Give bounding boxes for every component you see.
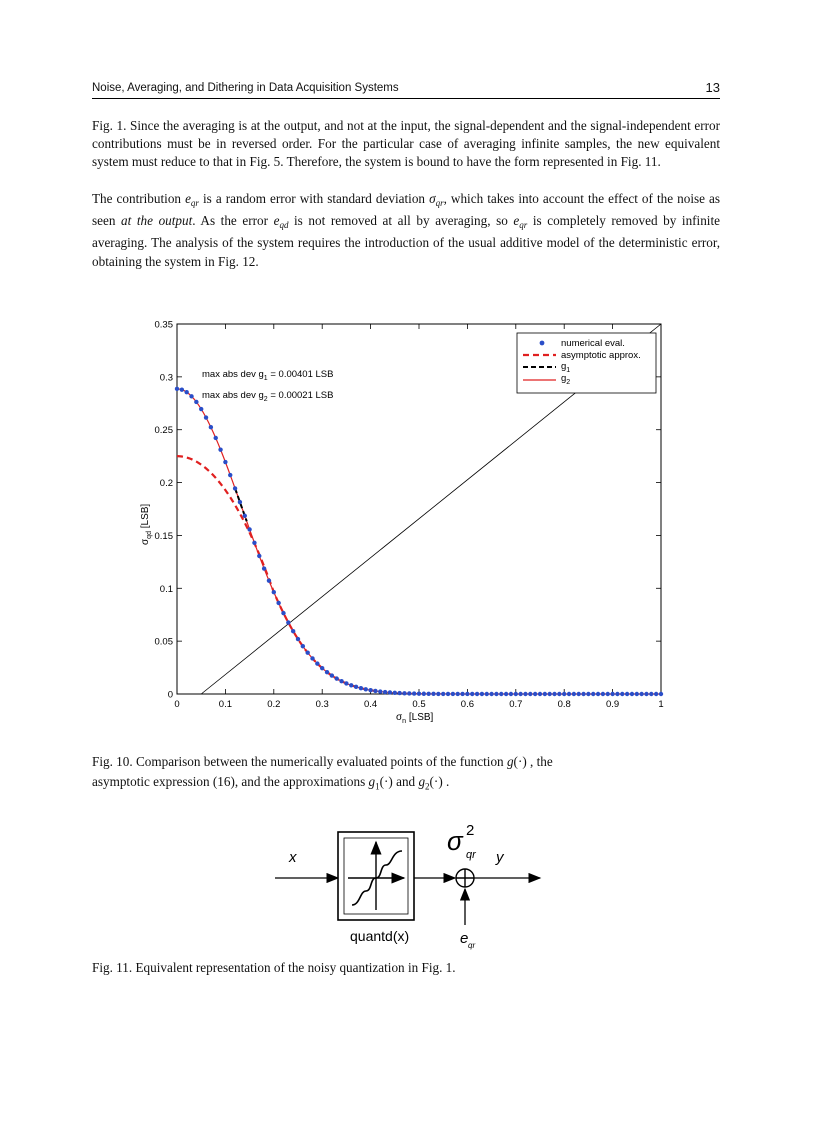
noise-label: e — [460, 930, 469, 947]
data-point — [310, 656, 314, 660]
data-point — [291, 629, 295, 633]
data-point — [441, 692, 445, 696]
data-point — [470, 692, 474, 696]
legend-label-asymptotic: asymptotic approx. — [561, 350, 641, 361]
data-point — [417, 691, 421, 695]
x-tick-label: 0.9 — [605, 699, 620, 710]
legend-label-g2: $g_2$ — [561, 373, 571, 386]
data-point — [189, 394, 193, 398]
data-point — [301, 644, 305, 648]
data-point — [228, 473, 232, 477]
data-point — [315, 661, 319, 665]
data-point — [349, 683, 353, 687]
data-point — [644, 692, 648, 696]
data-point — [620, 692, 624, 696]
data-point — [446, 692, 450, 696]
data-point — [610, 692, 614, 696]
paragraph-1: Fig. 1. Since the averaging is at the output, and not at the input, the signal-dependent and the signal-independent error contributions must be in reversed order. For the particular case of averaging infinite samples, the new equivalent system must reduce to that in Fig. 5. Therefore, the system is bound to have the form represented in Fig. 11. — [92, 118, 720, 170]
legend-label-g1: $g_1$ — [561, 361, 571, 374]
paragraph-2: The contribution $e_{qr}$ is a random error with standard deviation $\sigma_{qr}$, which takes into account the effect of the noise as seen at the output. As the error $e_{qd}$ is not removed at all by averaging, so $e_{qr}$ is completely removed by infinite averaging. The analysis of the system requires the introduction of the usual additive model of the deterministic error, obtaining the system in Fig. 12. — [92, 191, 720, 269]
data-point — [451, 692, 455, 696]
x-tick-labels — [174, 699, 663, 710]
y-tick-label: 0.25 — [154, 425, 173, 437]
emphasis-at-output: at the output — [121, 213, 193, 229]
data-point — [596, 692, 600, 696]
data-point — [194, 400, 198, 404]
data-point — [485, 692, 489, 696]
data-point — [538, 692, 542, 696]
data-point — [339, 679, 343, 683]
data-point — [402, 691, 406, 695]
data-point — [523, 692, 527, 696]
data-point — [557, 692, 561, 696]
data-point — [218, 447, 222, 451]
data-point — [630, 692, 634, 696]
data-point — [514, 692, 518, 696]
x-tick-label: 0.7 — [509, 699, 523, 710]
data-point — [373, 689, 377, 693]
annotation-g1: max abs dev $g_1 = 0.00401$ LSB — [202, 369, 334, 382]
x-tick-label: 0.8 — [557, 699, 571, 710]
data-point — [204, 415, 208, 419]
y-tick-label: 0 — [167, 689, 173, 701]
output-label-y: y — [496, 849, 504, 866]
data-point — [238, 500, 242, 504]
fig11-diagram — [0, 805, 816, 955]
y-tick-label: 0.35 — [154, 319, 173, 331]
data-point — [489, 692, 493, 696]
data-point — [426, 692, 430, 696]
data-point — [214, 436, 218, 440]
data-point — [659, 692, 663, 696]
data-point — [431, 692, 435, 696]
sigma-label: σ — [447, 826, 463, 856]
data-point — [494, 692, 498, 696]
data-point — [344, 681, 348, 685]
data-point — [320, 666, 324, 670]
data-point — [601, 692, 605, 696]
data-point — [547, 692, 551, 696]
data-point — [543, 692, 547, 696]
data-point — [335, 676, 339, 680]
data-point — [635, 692, 639, 696]
data-point — [591, 692, 595, 696]
sigma-superscript: 2 — [466, 822, 475, 839]
y-tick-label: 0.3 — [159, 372, 173, 384]
y-axis-label: $\sigma_{qd}$ [LSB] — [140, 503, 153, 545]
data-point — [305, 651, 309, 655]
x-tick-label: 0.6 — [460, 699, 475, 710]
sigma-subscript: qr — [466, 849, 476, 861]
data-point — [388, 690, 392, 694]
data-point — [528, 692, 532, 696]
x-tick-label: 0.3 — [315, 699, 329, 710]
legend-label-numerical: numerical eval. — [561, 338, 625, 349]
x-tick-label: 0 — [174, 699, 180, 710]
legend — [517, 333, 656, 393]
data-point — [480, 692, 484, 696]
data-point — [586, 692, 590, 696]
noise-subscript: qr — [468, 941, 476, 950]
y-tick-label: 0.05 — [154, 636, 173, 648]
data-point — [397, 691, 401, 695]
annotation-g2: max abs dev $g_2 = 0.00021$ LSB — [202, 390, 334, 403]
data-point — [581, 692, 585, 696]
data-point — [286, 620, 290, 624]
data-point — [175, 387, 179, 391]
data-point — [465, 692, 469, 696]
running-title: Noise, Averaging, and Dithering in Data Acquisition Systems — [92, 82, 399, 94]
data-point — [378, 689, 382, 693]
data-point — [504, 692, 508, 696]
data-point — [276, 601, 280, 605]
x-tick-label: 1 — [658, 699, 664, 710]
running-header — [92, 80, 720, 99]
data-point — [281, 611, 285, 615]
x-tick-label: 0.4 — [363, 699, 378, 710]
data-point — [606, 692, 610, 696]
data-point — [354, 685, 358, 689]
data-point — [499, 692, 503, 696]
data-point — [184, 390, 188, 394]
data-point — [412, 691, 416, 695]
x-tick-label: 0.5 — [412, 699, 426, 710]
data-point — [223, 460, 227, 464]
data-point — [475, 692, 479, 696]
data-point — [180, 387, 184, 391]
input-label-x: x — [289, 849, 297, 866]
data-point — [509, 692, 513, 696]
y-tick-labels — [155, 320, 174, 701]
data-point — [199, 407, 203, 411]
data-point — [233, 486, 237, 490]
data-point — [567, 692, 571, 696]
data-point — [262, 566, 266, 570]
fig10-chart — [0, 300, 816, 760]
data-point — [368, 688, 372, 692]
fig10-caption: Fig. 10. Comparison between the numerically evaluated points of the function g(·) , the asymptotic expression (16), and the approximations $g_1(\cdot)$ and $g_2(\cdot)$ . — [92, 754, 553, 792]
data-point — [572, 692, 576, 696]
data-point — [267, 578, 271, 582]
data-point — [654, 692, 658, 696]
data-point — [209, 425, 213, 429]
data-point — [257, 554, 261, 558]
data-point — [330, 673, 334, 677]
x-tick-label: 0.1 — [218, 699, 233, 710]
data-point — [577, 692, 581, 696]
data-point — [460, 692, 464, 696]
page-number: 13 — [705, 80, 720, 95]
data-point — [533, 692, 537, 696]
data-point — [296, 637, 300, 641]
y-tick-label: 0.1 — [159, 583, 173, 595]
data-point — [649, 692, 653, 696]
data-point — [272, 590, 276, 594]
data-point — [383, 690, 387, 694]
data-point — [625, 692, 629, 696]
x-axis-label: $\sigma_n$ [LSB] — [396, 712, 434, 725]
y-tick-label: 0.2 — [159, 478, 173, 490]
data-point — [364, 687, 368, 691]
data-point — [325, 670, 329, 674]
x-tick-label: 0.2 — [267, 699, 281, 710]
quantizer-label: quantd(x) — [350, 928, 410, 944]
data-point — [247, 527, 251, 531]
data-point — [422, 692, 426, 696]
legend-marker-numerical — [540, 341, 545, 346]
data-point — [552, 692, 556, 696]
data-point — [393, 691, 397, 695]
data-point — [407, 691, 411, 695]
y-tick-label: 0.15 — [154, 530, 173, 542]
data-point — [518, 692, 522, 696]
data-point — [243, 514, 247, 518]
data-point — [562, 692, 566, 696]
data-point — [359, 686, 363, 690]
data-point — [456, 692, 460, 696]
data-point — [639, 692, 643, 696]
data-point — [615, 692, 619, 696]
fig11-caption: Fig. 11. Equivalent representation of the noisy quantization in Fig. 1. — [92, 960, 456, 975]
data-point — [436, 692, 440, 696]
data-point — [252, 541, 256, 545]
